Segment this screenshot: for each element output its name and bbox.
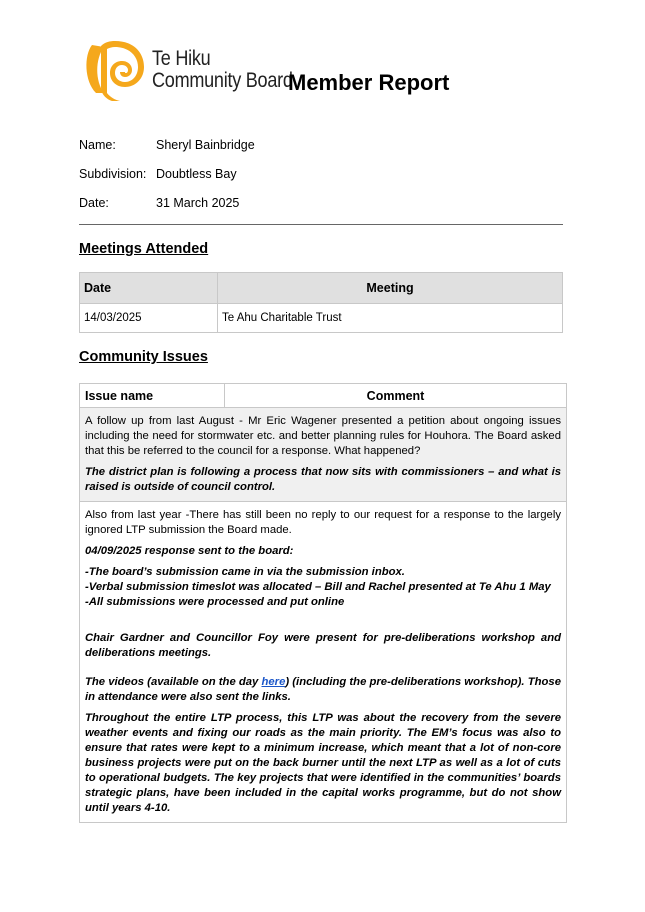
issue-2-response-heading: 04/09/2025 response sent to the board: (85, 545, 294, 557)
issue-2 (80, 502, 567, 823)
meeting-name: Te Ahu Charitable Trust (218, 304, 563, 333)
subdivision-value: Doubtless Bay (156, 167, 237, 181)
issues-heading: Community Issues (79, 349, 208, 365)
divider (79, 224, 563, 225)
issue-2-chair: Chair Gardner and Councillor Foy were present for pre-deliberations workshop and deliberations meetings. (85, 632, 561, 659)
issue-2-videos-after: ) (including the pre-deliberations workshop). Those in attendance were also sent the links. (85, 676, 561, 703)
subdivision-label: Subdivision: (79, 167, 147, 181)
table-row (80, 304, 563, 333)
issue-2-text: Also from last year -There has still been no reply to our request for a response to the largely ignored LTP submission the Board made. (85, 509, 561, 536)
videos-here-link[interactable]: here (261, 676, 286, 688)
brand-name (152, 48, 293, 92)
issues-col-issue: Issue name (80, 384, 225, 408)
issue-1-text: A follow up from last August - Mr Eric Wagener presented a petition about ongoing issues including the need for stormwater etc. and better planning rules for Houhora. The Board asked that this be referred to the council for a response. What happened? (85, 415, 561, 457)
meetings-col-date: Date (80, 273, 218, 304)
table-row (80, 408, 567, 502)
issues-col-comment: Comment (225, 384, 567, 408)
table-row (80, 502, 567, 823)
issue-1 (80, 408, 567, 502)
page-title: Member Report (288, 70, 450, 95)
meetings-heading: Meetings Attended (79, 241, 209, 257)
name-label: Name: (79, 138, 116, 152)
issue-2-bullet-2: -Verbal submission timeslot was allocated – Bill and Rachel presented at Te Ahu 1 May (85, 581, 551, 593)
date-label: Date: (79, 196, 109, 210)
issue-2-videos (85, 675, 561, 705)
name-value: Sheryl Bainbridge (156, 138, 255, 152)
meetings-table (79, 272, 563, 333)
issue-1-response: The district plan is following a process that now sits with commissioners – and what is raised is outside of council control. (85, 466, 561, 493)
brand-line1: Te Hiku (152, 47, 211, 70)
date-value: 31 March 2025 (156, 196, 240, 210)
issue-2-bullet-3: -All submissions were processed and put online (85, 596, 345, 608)
brand-line2: Community Board (152, 69, 293, 92)
meeting-date: 14/03/2025 (80, 304, 218, 333)
issue-2-bullet-1: -The board’s submission came in via the submission inbox. (85, 566, 405, 578)
te-hiku-logo-icon (82, 37, 148, 103)
issue-2-throughout: Throughout the entire LTP process, this LTP was about the recovery from the severe weather events and fixing our roads as the main priority. The EM’s focus was also to ensure that rates were kept to a minimum increase, which meant that a lot of non-core business projects were put on the back burner until the next LTP as well as a lot of cuts to operational budgets. The key projects that were identified in the communities’ boards strategic plans, have been included in the capital works programme, but do not show until years 4-10. (85, 712, 561, 814)
issue-2-videos-before: The videos (available on the day (85, 676, 262, 688)
meetings-col-meeting: Meeting (218, 273, 563, 304)
issues-table (79, 383, 567, 823)
